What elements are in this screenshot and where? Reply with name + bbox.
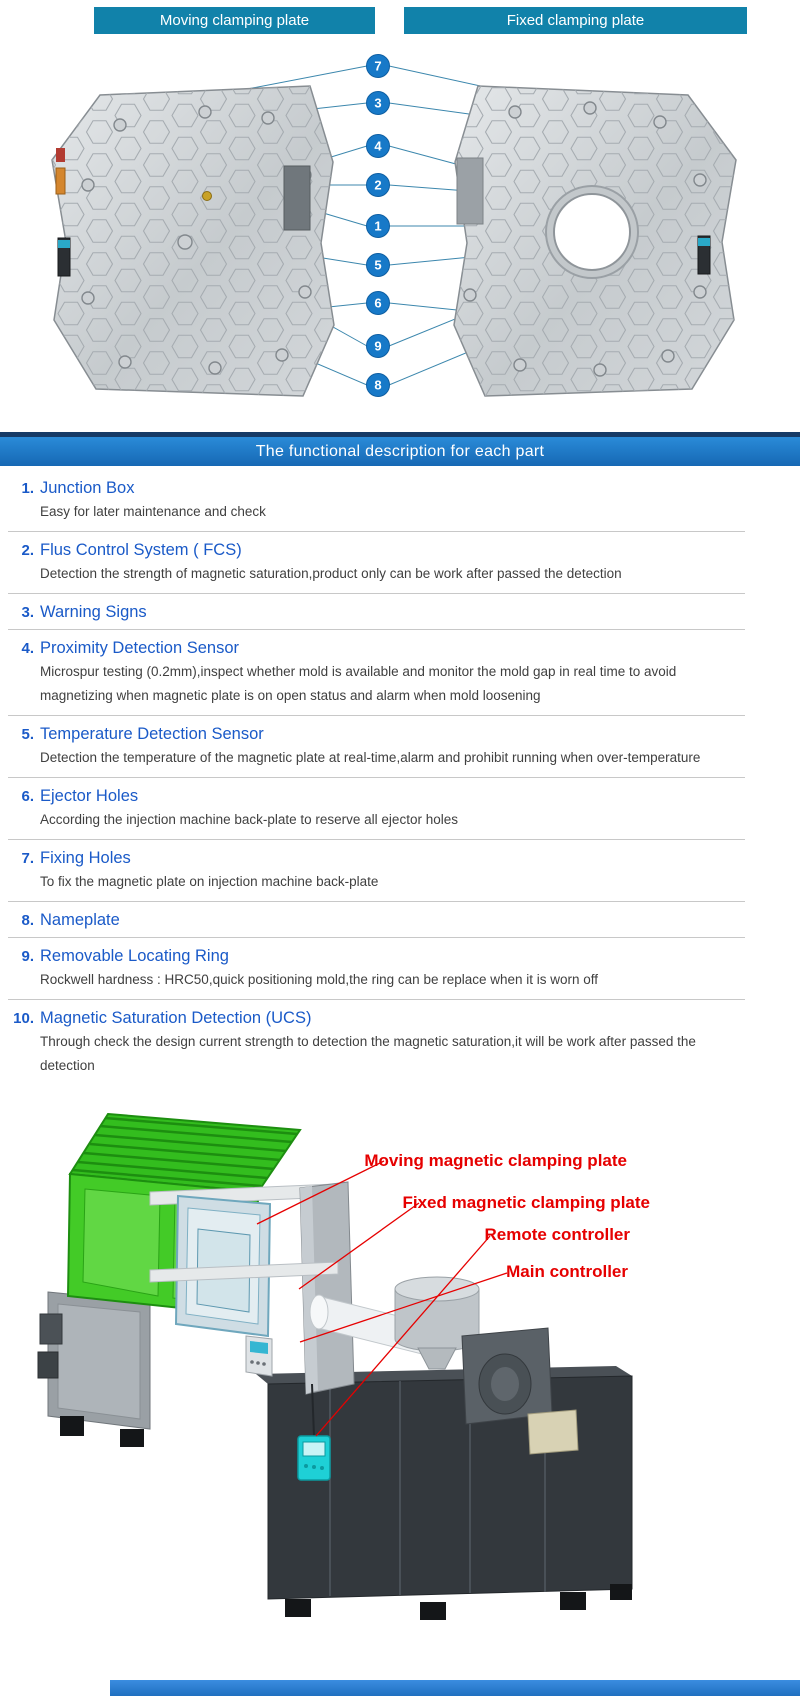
machine-section: [0, 1084, 800, 1676]
machine-left-cabinet: [38, 1292, 150, 1447]
part-description: Rockwell hardness : HRC50,quick positioning mold,the ring can be replace when it is worn off: [40, 972, 599, 987]
part-number: 7.: [21, 850, 34, 867]
part-row-10: [8, 1000, 745, 1078]
part-number: 8.: [21, 912, 34, 929]
part-number: 1.: [21, 480, 34, 497]
fixed-plate-sensor-box: [457, 158, 483, 224]
moving-plate-nameplate: [58, 238, 70, 276]
machine-illustration: [0, 1084, 800, 1676]
machine-control-panel: [246, 1336, 272, 1376]
callout-number: 5: [374, 257, 382, 273]
part-title: Removable Locating Ring: [40, 947, 229, 965]
part-row-7: [8, 840, 745, 902]
callout-number: 8: [374, 377, 382, 393]
part-number: 10.: [13, 1010, 34, 1027]
part-number: 6.: [21, 788, 34, 805]
callout-badge-1: [367, 215, 390, 238]
side-box: [528, 1410, 578, 1454]
callout-number: 4: [374, 138, 382, 154]
moving-plate-header: Moving clamping plate: [94, 7, 375, 34]
callout-badge-2: [367, 174, 390, 197]
part-title: Proximity Detection Sensor: [40, 639, 239, 657]
part-title: Warning Signs: [40, 603, 147, 621]
callout-number: 6: [374, 295, 382, 311]
part-title: Nameplate: [40, 911, 120, 929]
moving-plate-sensor-box: [284, 166, 310, 230]
machine-label-moving-plate: Moving magnetic clamping plate: [364, 1151, 627, 1170]
part-description: Detection the temperature of the magnetic plate at real-time,alarm and prohibit running when over-temperature: [40, 750, 701, 765]
part-description: Microspur testing (0.2mm),inspect whether mold is available and monitor the mold gap in real time to avoid magnetizing when magnetic plate is on open status and alarm when mold loosening: [40, 664, 677, 703]
machine-label-main-controller: Main controller: [506, 1262, 628, 1281]
callout-number: 3: [374, 95, 382, 111]
callout-number: 2: [374, 177, 382, 193]
junction-screw: [203, 192, 212, 201]
part-title: Temperature Detection Sensor: [40, 725, 264, 743]
part-row-1: [8, 470, 745, 532]
part-row-6: [8, 778, 745, 840]
part-number: 3.: [21, 604, 34, 621]
machine-label-fixed-plate: Fixed magnetic clamping plate: [402, 1193, 650, 1212]
part-title: Flus Control System ( FCS): [40, 541, 242, 559]
moving-plate-illustration: [52, 86, 334, 396]
part-number: 4.: [21, 640, 34, 657]
part-row-8: [8, 902, 745, 938]
part-number: 2.: [21, 542, 34, 559]
part-title: Fixing Holes: [40, 849, 131, 867]
callout-number: 1: [374, 218, 382, 234]
part-description: To fix the magnetic plate on injection machine back-plate: [40, 874, 379, 889]
warning-sign-strip: [56, 168, 65, 194]
callout-badge-7: [367, 55, 390, 78]
part-description: Easy for later maintenance and check: [40, 504, 266, 519]
part-description: Detection the strength of magnetic saturation,product only can be work after passed the detection: [40, 566, 622, 581]
part-title: Magnetic Saturation Detection (UCS): [40, 1009, 312, 1027]
callout-badge-4: [367, 135, 390, 158]
locating-ring-hole: [546, 186, 638, 278]
plates-diagram: [0, 0, 800, 432]
fixed-plate-illustration: [454, 86, 736, 396]
callout-badge-6: [367, 292, 390, 315]
fixed-plate-header: Fixed clamping plate: [404, 7, 747, 34]
callout-badge-9: [367, 335, 390, 358]
section-banner: The functional description for each part: [0, 432, 800, 466]
part-description: According the injection machine back-plate to reserve all ejector holes: [40, 812, 458, 827]
warning-sign-strip-2: [56, 148, 65, 162]
plates-diagram-section: [0, 0, 800, 432]
callout-badge-8: [367, 374, 390, 397]
callout-badge-3: [367, 92, 390, 115]
part-title: Junction Box: [40, 479, 135, 497]
part-number: 9.: [21, 948, 34, 965]
part-row-5: [8, 716, 745, 778]
footer-bar: [110, 1680, 800, 1696]
fixed-plate-nameplate: [698, 236, 710, 274]
callout-number: 9: [374, 338, 382, 354]
callout-number: 7: [374, 58, 382, 74]
part-description: Through check the design current strength to detection the magnetic saturation,it will be work after passed the detection: [40, 1034, 696, 1073]
parts-list: [0, 466, 800, 1084]
callout-badge-5: [367, 254, 390, 277]
part-row-4: [8, 630, 745, 716]
part-row-3: [8, 594, 745, 630]
part-row-2: [8, 532, 745, 594]
callout-badges: [367, 55, 390, 397]
part-number: 5.: [21, 726, 34, 743]
machine-motor: [462, 1328, 552, 1424]
machine-label-remote-controller: Remote controller: [484, 1225, 630, 1244]
part-row-9: [8, 938, 745, 1000]
part-title: Ejector Holes: [40, 787, 139, 805]
